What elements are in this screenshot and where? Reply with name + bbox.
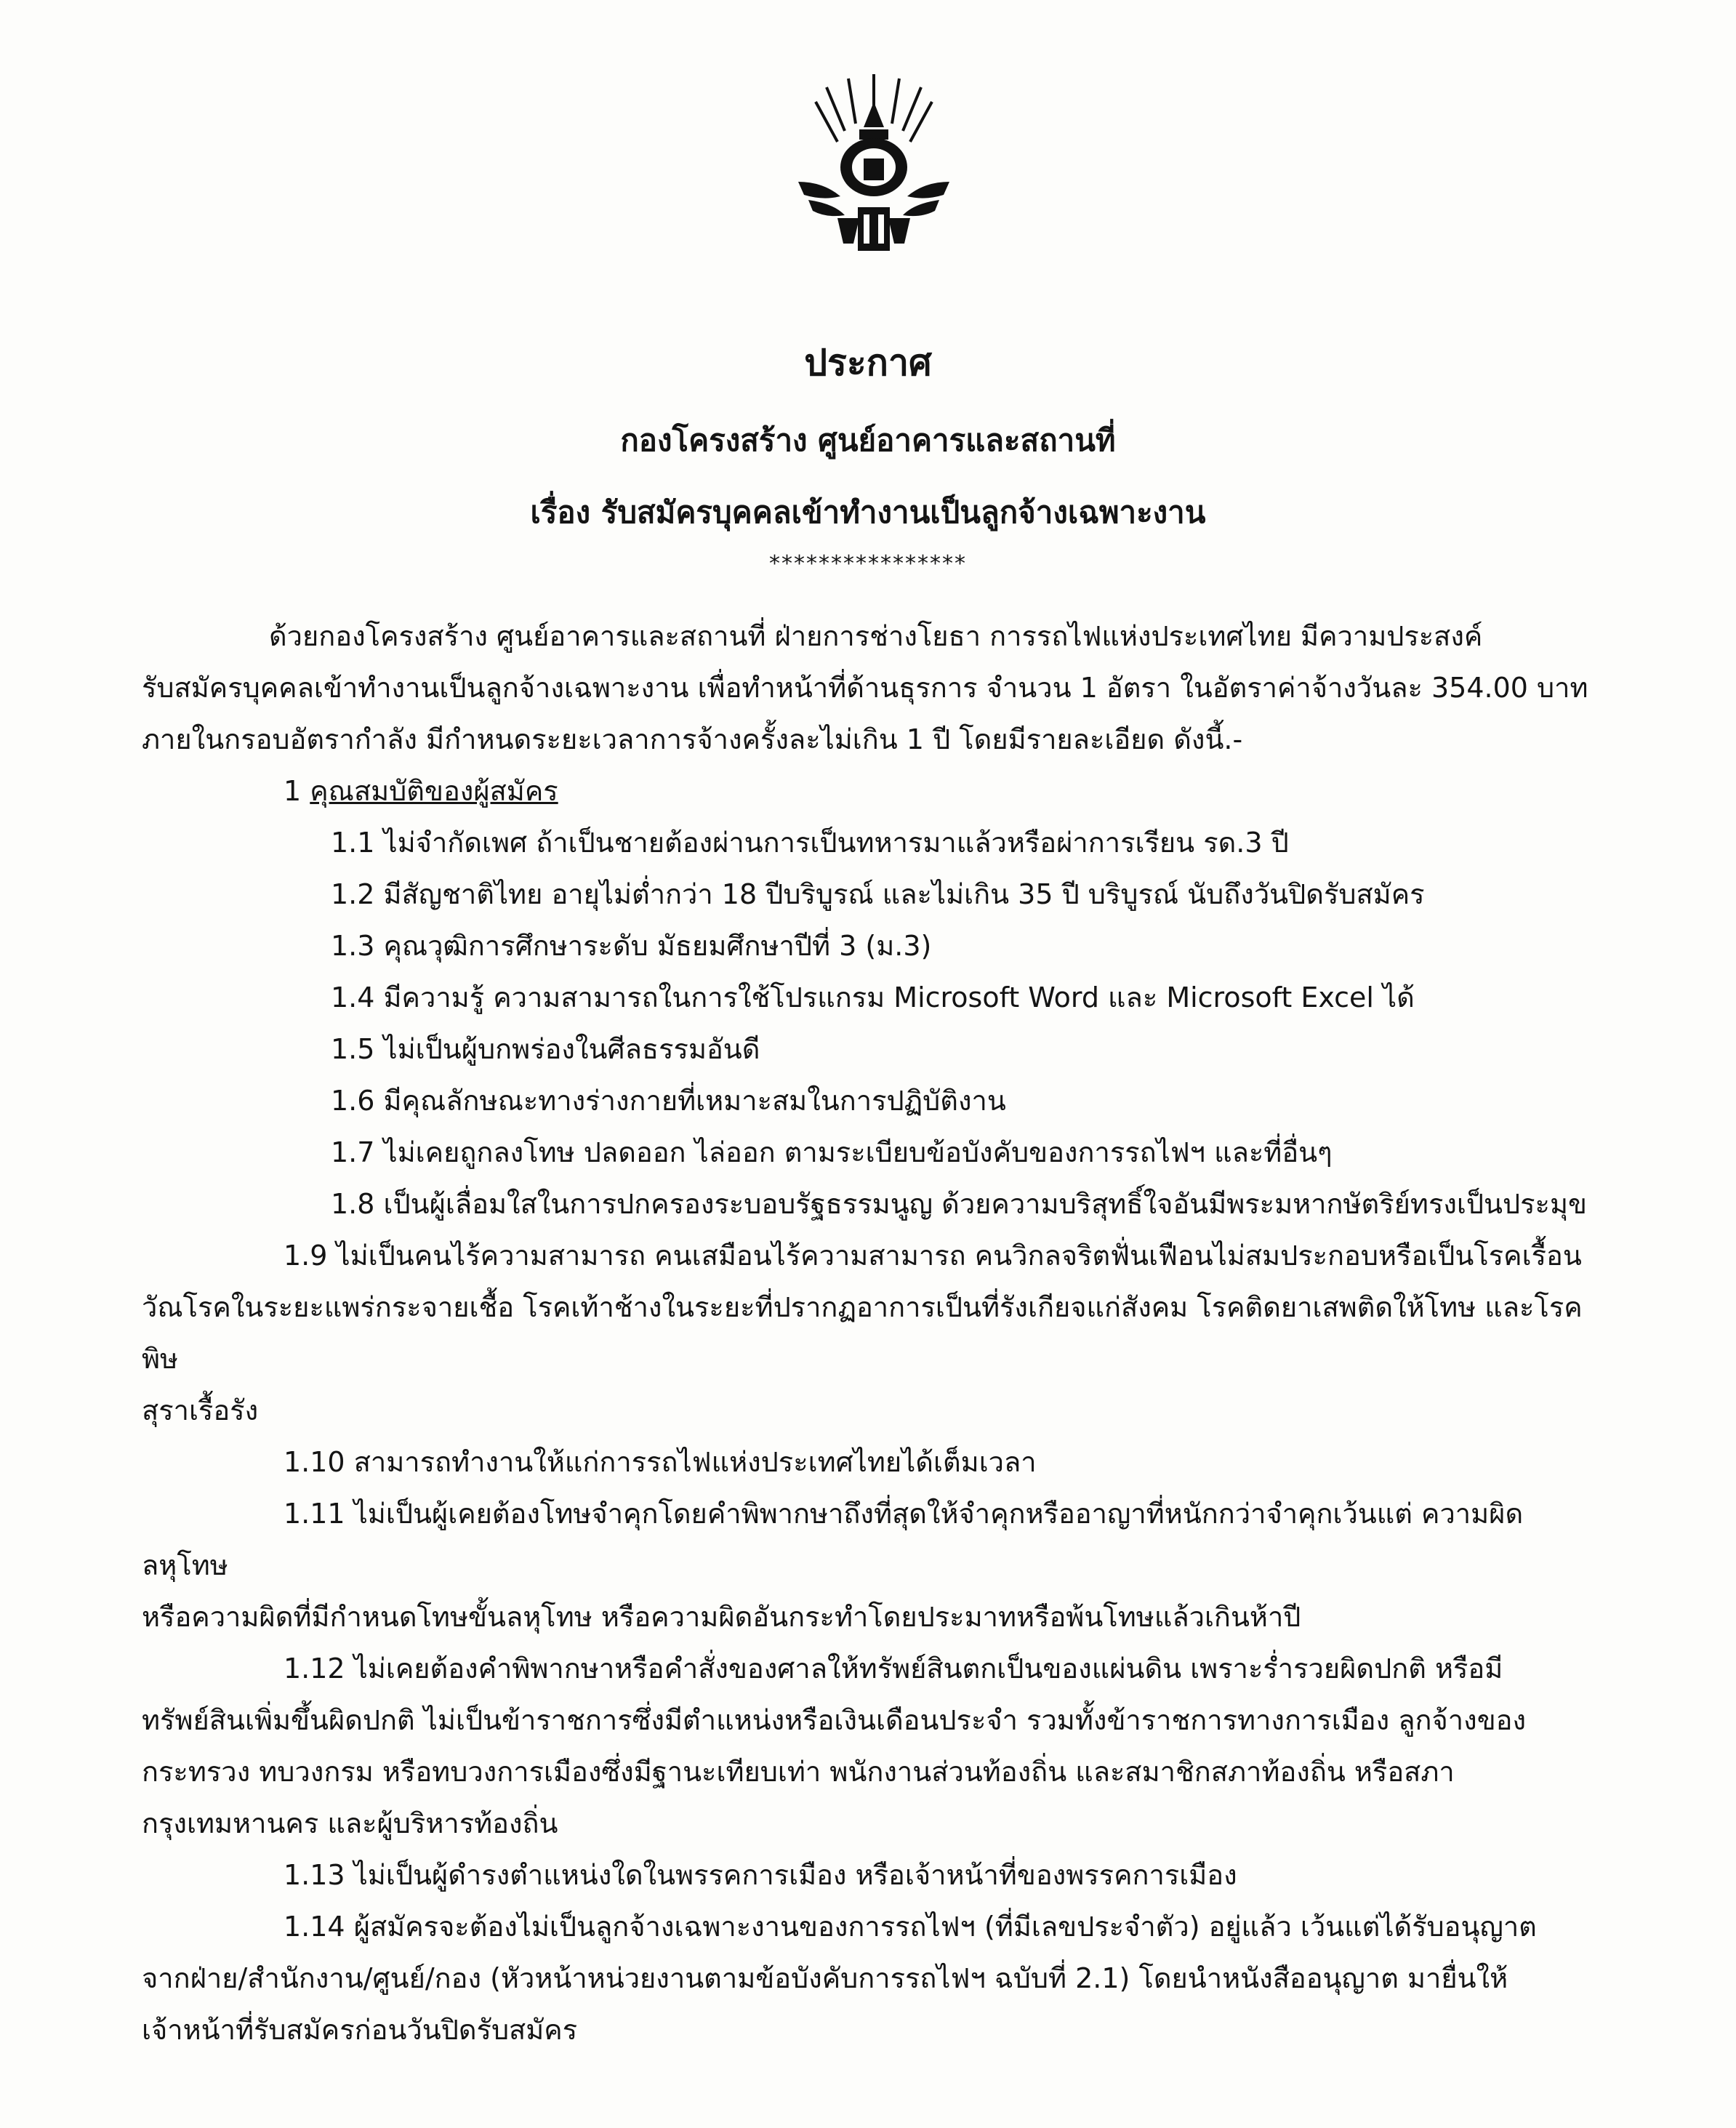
qualification-item bbox=[142, 1075, 1596, 1127]
qualification-text: 1.5 ไม่เป็นผู้บกพร่องในศีลธรรมอันดี bbox=[331, 1033, 760, 1065]
qualification-text: 1.12 ไม่เคยต้องคำพิพากษาหรือคำสั่งของศาลให้ทรัพย์สินตกเป็นของแผ่นดิน เพราะร่ำรวยผิดปกติ หรือมี bbox=[284, 1653, 1503, 1685]
qualification-continuation: สุราเรื้อรัง bbox=[142, 1394, 259, 1426]
qualification-item bbox=[142, 817, 1596, 869]
qualification-text: 1.8 เป็นผู้เลื่อมใสในการปกครองระบอบรัฐธรรมนูญ ด้วยความบริสุทธิ์ใจอันมีพระมหากษัตริย์ทรงเป็นประมุข bbox=[331, 1188, 1587, 1220]
qualification-continuation: หรือความผิดที่มีกำหนดโทษขั้นลหุโทษ หรือความผิดอันกระทำโดยประมาทหรือพ้นโทษแล้วเกินห้าปี bbox=[142, 1601, 1301, 1633]
qualification-text: 1.10 สามารถทำงานให้แก่การรถไฟแห่งประเทศไทยได้เต็มเวลา bbox=[284, 1446, 1037, 1478]
qualification-continuation: จากฝ่าย/สำนักงาน/ศูนย์/กอง (หัวหน้าหน่วยงานตามข้อบังคับการรถไฟฯ ฉบับที่ 2.1) โดยนำหนังสืออนุญาต มายื่นให้ bbox=[142, 1962, 1508, 1994]
announcement-body bbox=[142, 611, 1596, 2056]
qualification-item bbox=[142, 1437, 1596, 1488]
announcement-title: ประกาศ bbox=[804, 342, 932, 384]
qualification-text: 1.7 ไม่เคยถูกลงโทษ ปลดออก ไล่ออก ตามระเบียบข้อบังคับของการรถไฟฯ และที่อื่นๆ bbox=[331, 1136, 1333, 1168]
section-heading-text: คุณสมบัติของผู้สมัคร bbox=[310, 775, 558, 807]
qualification-continuation: ทรัพย์สินเพิ่มขึ้นผิดปกติ ไม่เป็นข้าราชการซึ่งมีตำแหน่งหรือเงินเดือนประจำ รวมทั้งข้าราชการทางการเมือง ลูกจ้างของ bbox=[142, 1704, 1527, 1736]
issuing-office: กองโครงสร้าง ศูนย์อาคารและสถานที่ bbox=[620, 422, 1116, 458]
divider-asterisks: **************** bbox=[769, 551, 967, 577]
qualification-text: 1.1 ไม่จำกัดเพศ ถ้าเป็นชายต้องผ่านการเป็นทหารมาแล้วหรือผ่าการเรียน รด.3 ปี bbox=[331, 827, 1289, 859]
qualification-item bbox=[142, 972, 1596, 1024]
qualification-continuation: กระทรวง ทบวงกรม หรือทบวงการเมืองซึ่งมีฐานะเทียบเท่า พนักงานส่วนท้องถิ่น และสมาชิกสภาท้องถิ่น หรือสภา bbox=[142, 1756, 1455, 1788]
section-number: 1 bbox=[284, 775, 310, 807]
qualification-item bbox=[142, 869, 1596, 920]
qualification-item bbox=[142, 920, 1596, 972]
qualification-text: 1.4 มีความรู้ ความสามารถในการใช้โปรแกรม Microsoft Word และ Microsoft Excel ได้ bbox=[331, 981, 1415, 1013]
intro-line: ด้วยกองโครงสร้าง ศูนย์อาคารและสถานที่ ฝ่ายการช่างโยธา การรถไฟแห่งประเทศไทย มีความประสงค์ bbox=[269, 620, 1483, 652]
railway-emblem-icon bbox=[794, 73, 954, 269]
intro-line: รับสมัครบุคคลเข้าทำงานเป็นลูกจ้างเฉพาะงาน เพื่อทำหน้าที่ด้านธุรการ จำนวน 1 อัตรา ในอัตราค่าจ้างวันละ 354.00 บาท bbox=[142, 672, 1588, 704]
qualification-item bbox=[142, 1179, 1596, 1230]
qualification-text: 1.11 ไม่เป็นผู้เคยต้องโทษจำคุกโดยคำพิพากษาถึงที่สุดให้จำคุกหรืออาญาที่หนักกว่าจำคุกเว้นแต่ ความผิดลหุโทษ bbox=[142, 1498, 1524, 1581]
intro-line: ภายในกรอบอัตรากำลัง มีกำหนดระยะเวลาการจ้างครั้งละไม่เกิน 1 ปี โดยมีรายละเอียด ดังนี้.- bbox=[142, 723, 1243, 755]
qualification-text: 1.3 คุณวุฒิการศึกษาระดับ มัธยมศึกษาปีที่ 3 (ม.3) bbox=[331, 930, 932, 962]
qualification-continuation: เจ้าหน้าที่รับสมัครก่อนวันปิดรับสมัคร bbox=[142, 2014, 578, 2046]
qualification-item bbox=[142, 1230, 1596, 1437]
section-heading bbox=[142, 766, 1596, 817]
qualification-continuation: กรุงเทมหานคร และผู้บริหารท้องถิ่น bbox=[142, 1807, 558, 1839]
qualification-item bbox=[142, 1127, 1596, 1179]
qualification-continuation: วัณโรคในระยะแพร่กระจายเชื้อ โรคเท้าช้างในระยะที่ปรากฏอาการเป็นที่รังเกียจแก่สังคม โรคติดยาเสพติดให้โทษ และโรคพิษ bbox=[142, 1291, 1583, 1375]
qualification-text: 1.6 มีคุณลักษณะทางร่างกายที่เหมาะสมในการปฏิบัติงาน bbox=[331, 1085, 1006, 1117]
qualification-text: 1.9 ไม่เป็นคนไร้ความสามารถ คนเสมือนไร้ความสามารถ คนวิกลจริตฟั่นเฟือนไม่สมประกอบหรือเป็นโรคเรื้อน bbox=[284, 1240, 1582, 1272]
qualification-item bbox=[142, 1901, 1596, 2056]
qualification-text: 1.2 มีสัญชาติไทย อายุไม่ต่ำกว่า 18 ปีบริบูรณ์ และไม่เกิน 35 ปี บริบูรณ์ นับถึงวันปิดรับสมัคร bbox=[331, 878, 1425, 910]
qualification-text: 1.14 ผู้สมัครจะต้องไม่เป็นลูกจ้างเฉพาะงานของการรถไฟฯ (ที่มีเลขประจำตัว) อยู่แล้ว เว้นแต่ได้รับอนุญาต bbox=[284, 1911, 1537, 1943]
qualification-text: 1.13 ไม่เป็นผู้ดำรงตำแหน่งใดในพรรคการเมือง หรือเจ้าหน้าที่ของพรรคการเมือง bbox=[284, 1859, 1237, 1891]
qualification-item bbox=[142, 1024, 1596, 1075]
announcement-subject: เรื่อง รับสมัครบุคคลเข้าทำงานเป็นลูกจ้างเฉพาะงาน bbox=[530, 494, 1206, 530]
qualification-item bbox=[142, 1850, 1596, 1901]
qualification-item bbox=[142, 1643, 1596, 1850]
qualification-item bbox=[142, 1488, 1596, 1643]
qualification-list bbox=[142, 817, 1596, 2056]
